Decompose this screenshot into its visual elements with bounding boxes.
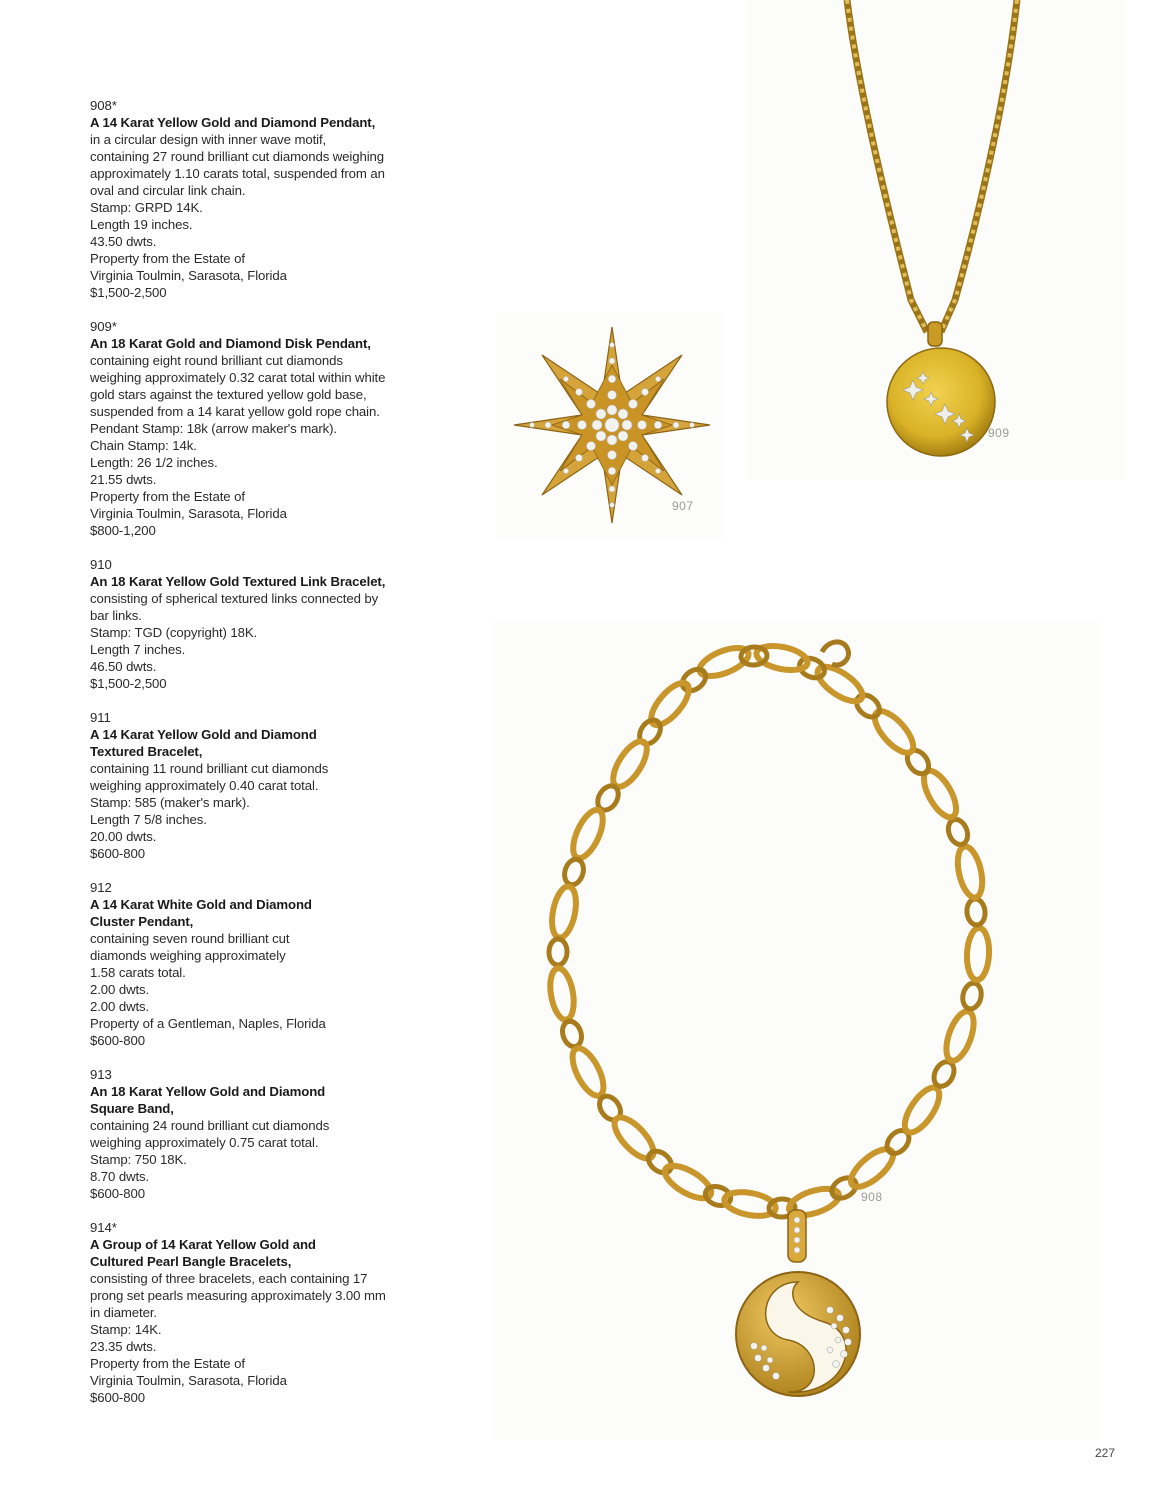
lot-title: An 18 Karat Yellow Gold Textured Link Bracelet, — [90, 574, 386, 589]
lot-title: An 18 Karat Gold and Diamond Disk Pendant, — [90, 336, 371, 351]
lot-912 — [90, 879, 420, 1049]
chain-link — [941, 1008, 979, 1064]
chain-link — [898, 1082, 945, 1137]
lot-line: Property from the Estate of — [90, 1356, 245, 1371]
chain-link — [644, 1147, 676, 1177]
lot-title: An 18 Karat Yellow Gold and Diamond Square Band, — [90, 1084, 326, 1116]
lot-line: in diameter. — [90, 1305, 157, 1320]
lot-number: 911 — [90, 710, 111, 725]
lot-line: diamonds weighing approximately — [90, 948, 286, 963]
lot-estimate: $1,500-2,500 — [90, 285, 167, 300]
chain-link — [966, 898, 986, 926]
chain-link — [966, 928, 990, 981]
lot-descriptions — [90, 97, 420, 1423]
lot-title: A 14 Karat Yellow Gold and Diamond Pendant, — [90, 115, 376, 130]
lot-line: prong set pearls measuring approximately 3.00 mm — [90, 1288, 386, 1303]
lot-title: A 14 Karat White Gold and Diamond Cluster Pendant, — [90, 897, 312, 929]
lot-line: Property of a Gentleman, Naples, Florida — [90, 1016, 326, 1031]
disk-pendant-image — [745, 0, 1125, 480]
chain-link — [547, 967, 577, 1022]
lot-line: Property from the Estate of — [90, 251, 245, 266]
lot-line: 8.70 dwts. — [90, 1169, 150, 1184]
lot-number: 914* — [90, 1220, 117, 1235]
lot-line: weighing approximately 0.40 carat total. — [90, 778, 319, 793]
lot-line: Stamp: 585 (maker's mark). — [90, 795, 250, 810]
lot-line: Chain Stamp: 14k. — [90, 438, 197, 453]
photo-label-907: 907 — [672, 499, 694, 513]
lot-estimate: $600-800 — [90, 1033, 145, 1048]
lot-line: Virginia Toulmin, Sarasota, Florida — [90, 1373, 287, 1388]
lot-line: 2.00 dwts. — [90, 982, 150, 997]
chain-link — [945, 817, 971, 848]
lot-line: Stamp: TGD (copyright) 18K. — [90, 625, 258, 640]
lot-line: weighing approximately 0.32 carat total within white — [90, 370, 386, 385]
lot-line: Length 7 inches. — [90, 642, 186, 657]
lot-line: bar links. — [90, 608, 142, 623]
lot-number: 912 — [90, 880, 112, 895]
chain-link — [960, 981, 983, 1010]
lot-line: Pendant Stamp: 18k (arrow maker's mark). — [90, 421, 337, 436]
lot-line: Length 7 5/8 inches. — [90, 812, 207, 827]
lot-estimate: $600-800 — [90, 1186, 145, 1201]
lot-line: 20.00 dwts. — [90, 829, 157, 844]
lot-line: containing 11 round brilliant cut diamonds — [90, 761, 329, 776]
lot-910 — [90, 556, 420, 692]
lot-line: approximately 1.10 carats total, suspended from an — [90, 166, 385, 181]
lot-line: Virginia Toulmin, Sarasota, Florida — [90, 268, 287, 283]
lot-line: 23.35 dwts. — [90, 1339, 157, 1354]
page-number: 227 — [1094, 1446, 1115, 1460]
lot-number: 909* — [90, 319, 117, 334]
chain-link — [566, 1044, 609, 1100]
lot-908 — [90, 97, 420, 301]
chain-link — [645, 677, 695, 731]
chain-link — [608, 1111, 659, 1164]
lot-line: Stamp: 14K. — [90, 1322, 162, 1337]
lot-line: consisting of three bracelets, each containing 17 — [90, 1271, 368, 1286]
lot-line: suspended from a 14 karat yellow gold rope chain. — [90, 404, 380, 419]
chain-link — [548, 884, 580, 939]
lot-number: 913 — [90, 1067, 112, 1082]
star-brooch-photo — [496, 312, 724, 538]
lot-line: Length 19 inches. — [90, 217, 193, 232]
lot-number: 910 — [90, 557, 112, 572]
chain-link — [954, 844, 987, 900]
lot-line: containing 27 round brilliant cut diamonds weighing — [90, 149, 385, 164]
chain-link — [562, 857, 587, 887]
lot-line: Property from the Estate of — [90, 489, 245, 504]
lot-line: in a circular design with inner wave motif, — [90, 132, 327, 147]
lot-line: weighing approximately 0.75 carat total. — [90, 1135, 319, 1150]
chain-link — [549, 939, 568, 965]
chain-link — [559, 1019, 584, 1049]
lot-911 — [90, 709, 420, 862]
lot-number: 908* — [90, 98, 117, 113]
chain-link — [607, 736, 653, 792]
chain-link — [812, 660, 867, 707]
lot-line: gold stars against the textured yellow gold base, — [90, 387, 367, 402]
lot-title: A 14 Karat Yellow Gold and Diamond Textured Bracelet, — [90, 727, 317, 759]
lot-title: A Group of 14 Karat Yellow Gold and Cultured Pearl Bangle Bracelets, — [90, 1237, 316, 1269]
link-necklace-image — [492, 622, 1100, 1440]
lot-line: oval and circular link chain. — [90, 183, 246, 198]
lot-estimate: $1,500-2,500 — [90, 676, 167, 691]
disk-pendant-photo — [745, 0, 1125, 480]
lot-line: containing 24 round brilliant cut diamonds — [90, 1118, 330, 1133]
lot-estimate: $600-800 — [90, 1390, 145, 1405]
lot-line: containing seven round brilliant cut — [90, 931, 290, 946]
lot-line: Stamp: GRPD 14K. — [90, 200, 203, 215]
lot-line: 1.58 carats total. — [90, 965, 186, 980]
photo-label-908: 908 — [861, 1190, 883, 1204]
lot-line: 43.50 dwts. — [90, 234, 157, 249]
lot-909 — [90, 318, 420, 539]
photo-label-909: 909 — [988, 426, 1010, 440]
lot-line: 46.50 dwts. — [90, 659, 157, 674]
lot-estimate: $600-800 — [90, 846, 145, 861]
lot-line: Length: 26 1/2 inches. — [90, 455, 218, 470]
lot-line: containing eight round brilliant cut diamonds — [90, 353, 343, 368]
lot-line: 2.00 dwts. — [90, 999, 150, 1014]
lot-914 — [90, 1219, 420, 1406]
lot-line: 21.55 dwts. — [90, 472, 157, 487]
chain-links — [547, 642, 990, 1220]
lot-line: Stamp: 750 18K. — [90, 1152, 187, 1167]
chain-link — [567, 806, 609, 862]
lot-913 — [90, 1066, 420, 1202]
link-necklace-photo — [492, 622, 1100, 1440]
lot-line: consisting of spherical textured links connected by — [90, 591, 379, 606]
chain-link — [852, 691, 883, 722]
lot-line: Virginia Toulmin, Sarasota, Florida — [90, 506, 287, 521]
lot-estimate: $800-1,200 — [90, 523, 156, 538]
